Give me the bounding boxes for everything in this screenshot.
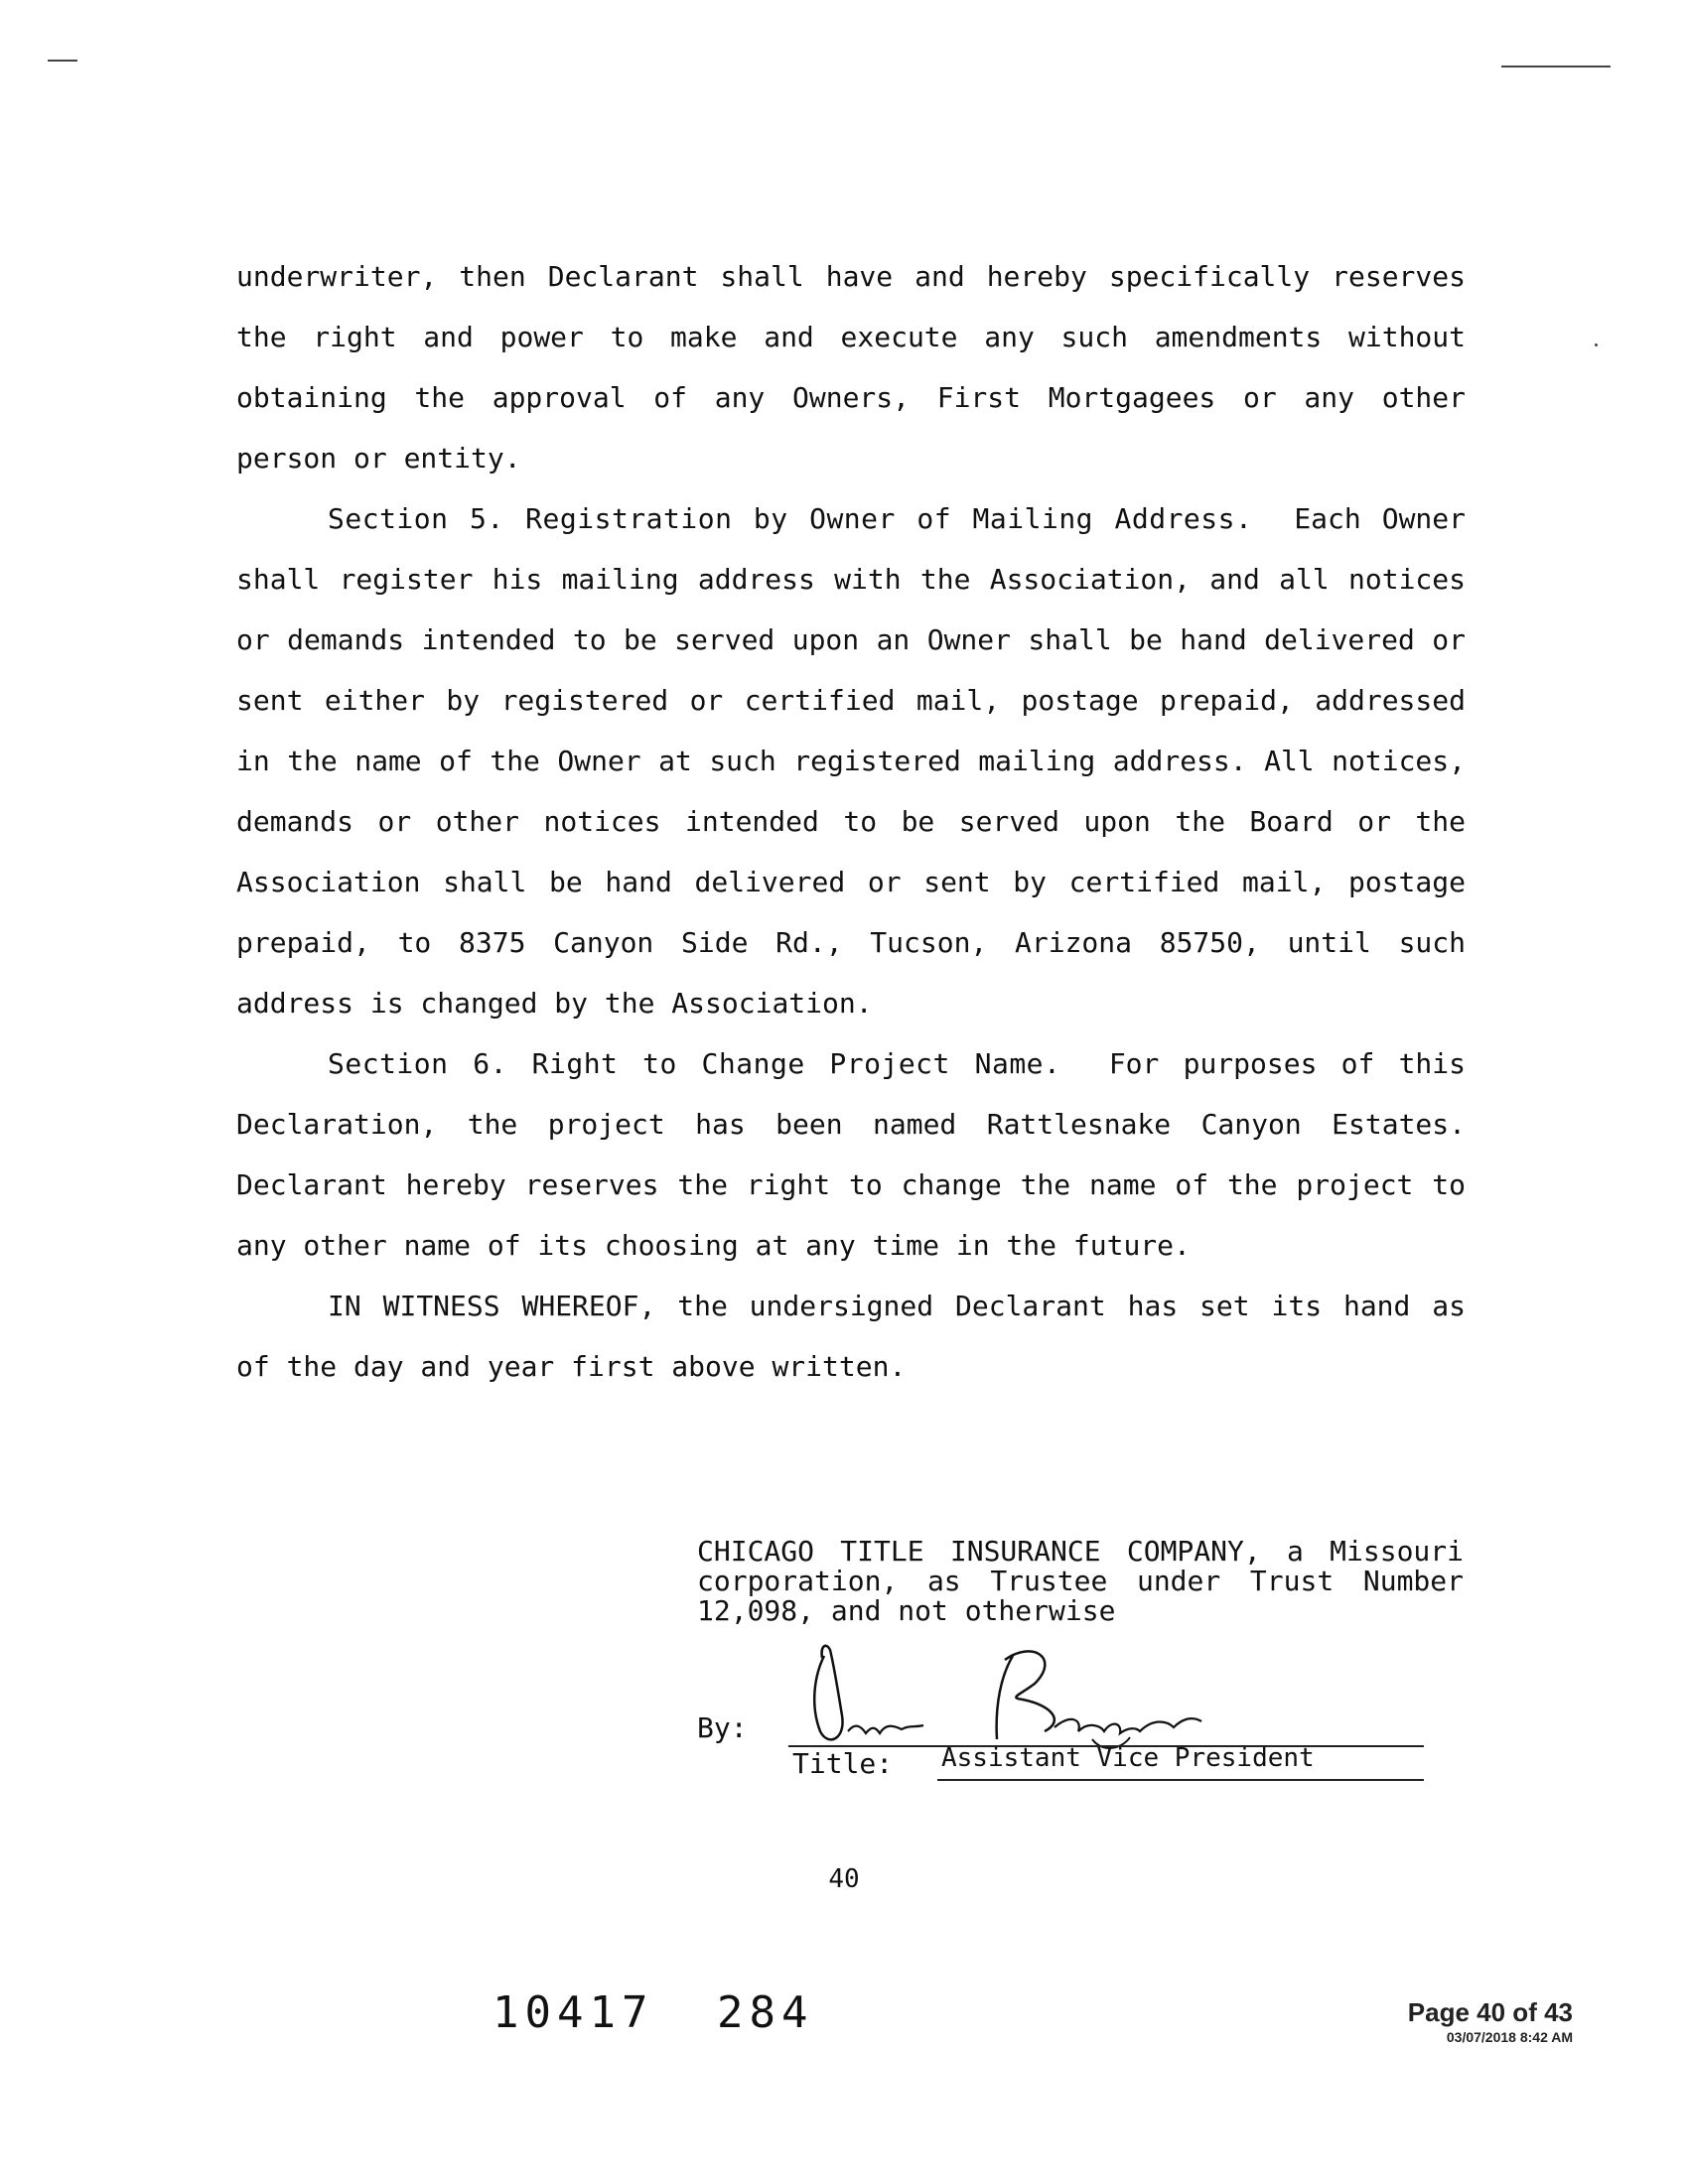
footer-timestamp: 03/07/2018 8:42 AM xyxy=(1446,2029,1573,2045)
section-6-text: For purposes of this Declaration, the project has been named Rattlesnake Canyon Estates. Declarant hereby reserves the right to change the name of the project to any other name of its choosing at any time in the future. xyxy=(236,1047,1467,1262)
page-number: 40 xyxy=(828,1864,860,1894)
scan-mark-right xyxy=(1501,66,1611,68)
footer-page-count: Page 40 of 43 xyxy=(1407,1997,1573,2027)
by-label: By: xyxy=(697,1711,748,1744)
section-6-heading: Section 6. Right to Change Project Name. xyxy=(328,1047,1061,1080)
title-label: Title: xyxy=(792,1747,894,1780)
scan-speck xyxy=(1595,343,1598,346)
section-5-paragraph xyxy=(236,488,1466,1033)
section-5-text: Each Owner shall register his mailing address with the Association, and all notices or demands intended to be served upon an Owner shall be hand delivered or sent either by registered or certified mail, postage prepaid, addressed in the name of the Owner at such registered mailing address. All notices, demands or other notices intended to be served upon the Board or the Association shall be hand delivered or sent by certified mail, postage prepaid, to 8375 Canyon Side Rd., Tucson, Arizona 85750, until such address is changed by the Association. xyxy=(236,502,1466,1020)
recording-page-number: 284 xyxy=(717,1987,814,2038)
witness-paragraph: IN WITNESS WHEREOF, the undersigned Declarant has set its hand as of the day and year first above written. xyxy=(236,1290,1466,1383)
signatory-entity: CHICAGO TITLE INSURANCE COMPANY, a Missouri corporation, as Trustee under Trust Number 12,098, and not otherwise xyxy=(697,1535,1464,1627)
section-5-heading: Section 5. Registration by Owner of Mailing Address. xyxy=(328,502,1253,535)
scan-mark-left xyxy=(48,60,77,62)
paragraph-continuation: underwriter, then Declarant shall have and hereby specifically reserves the right and power to make and execute any such amendments without obtaining the approval of any Owners, First Mortgagees or any other person or entity. xyxy=(236,260,1466,475)
title-value: Assistant Vice President xyxy=(941,1743,1315,1773)
section-6-paragraph xyxy=(236,1033,1466,1276)
recording-book-number: 10417 xyxy=(492,1987,654,2038)
signature-line xyxy=(697,1707,1464,1797)
title-rule xyxy=(937,1779,1424,1781)
declaration-body xyxy=(236,246,1466,1397)
